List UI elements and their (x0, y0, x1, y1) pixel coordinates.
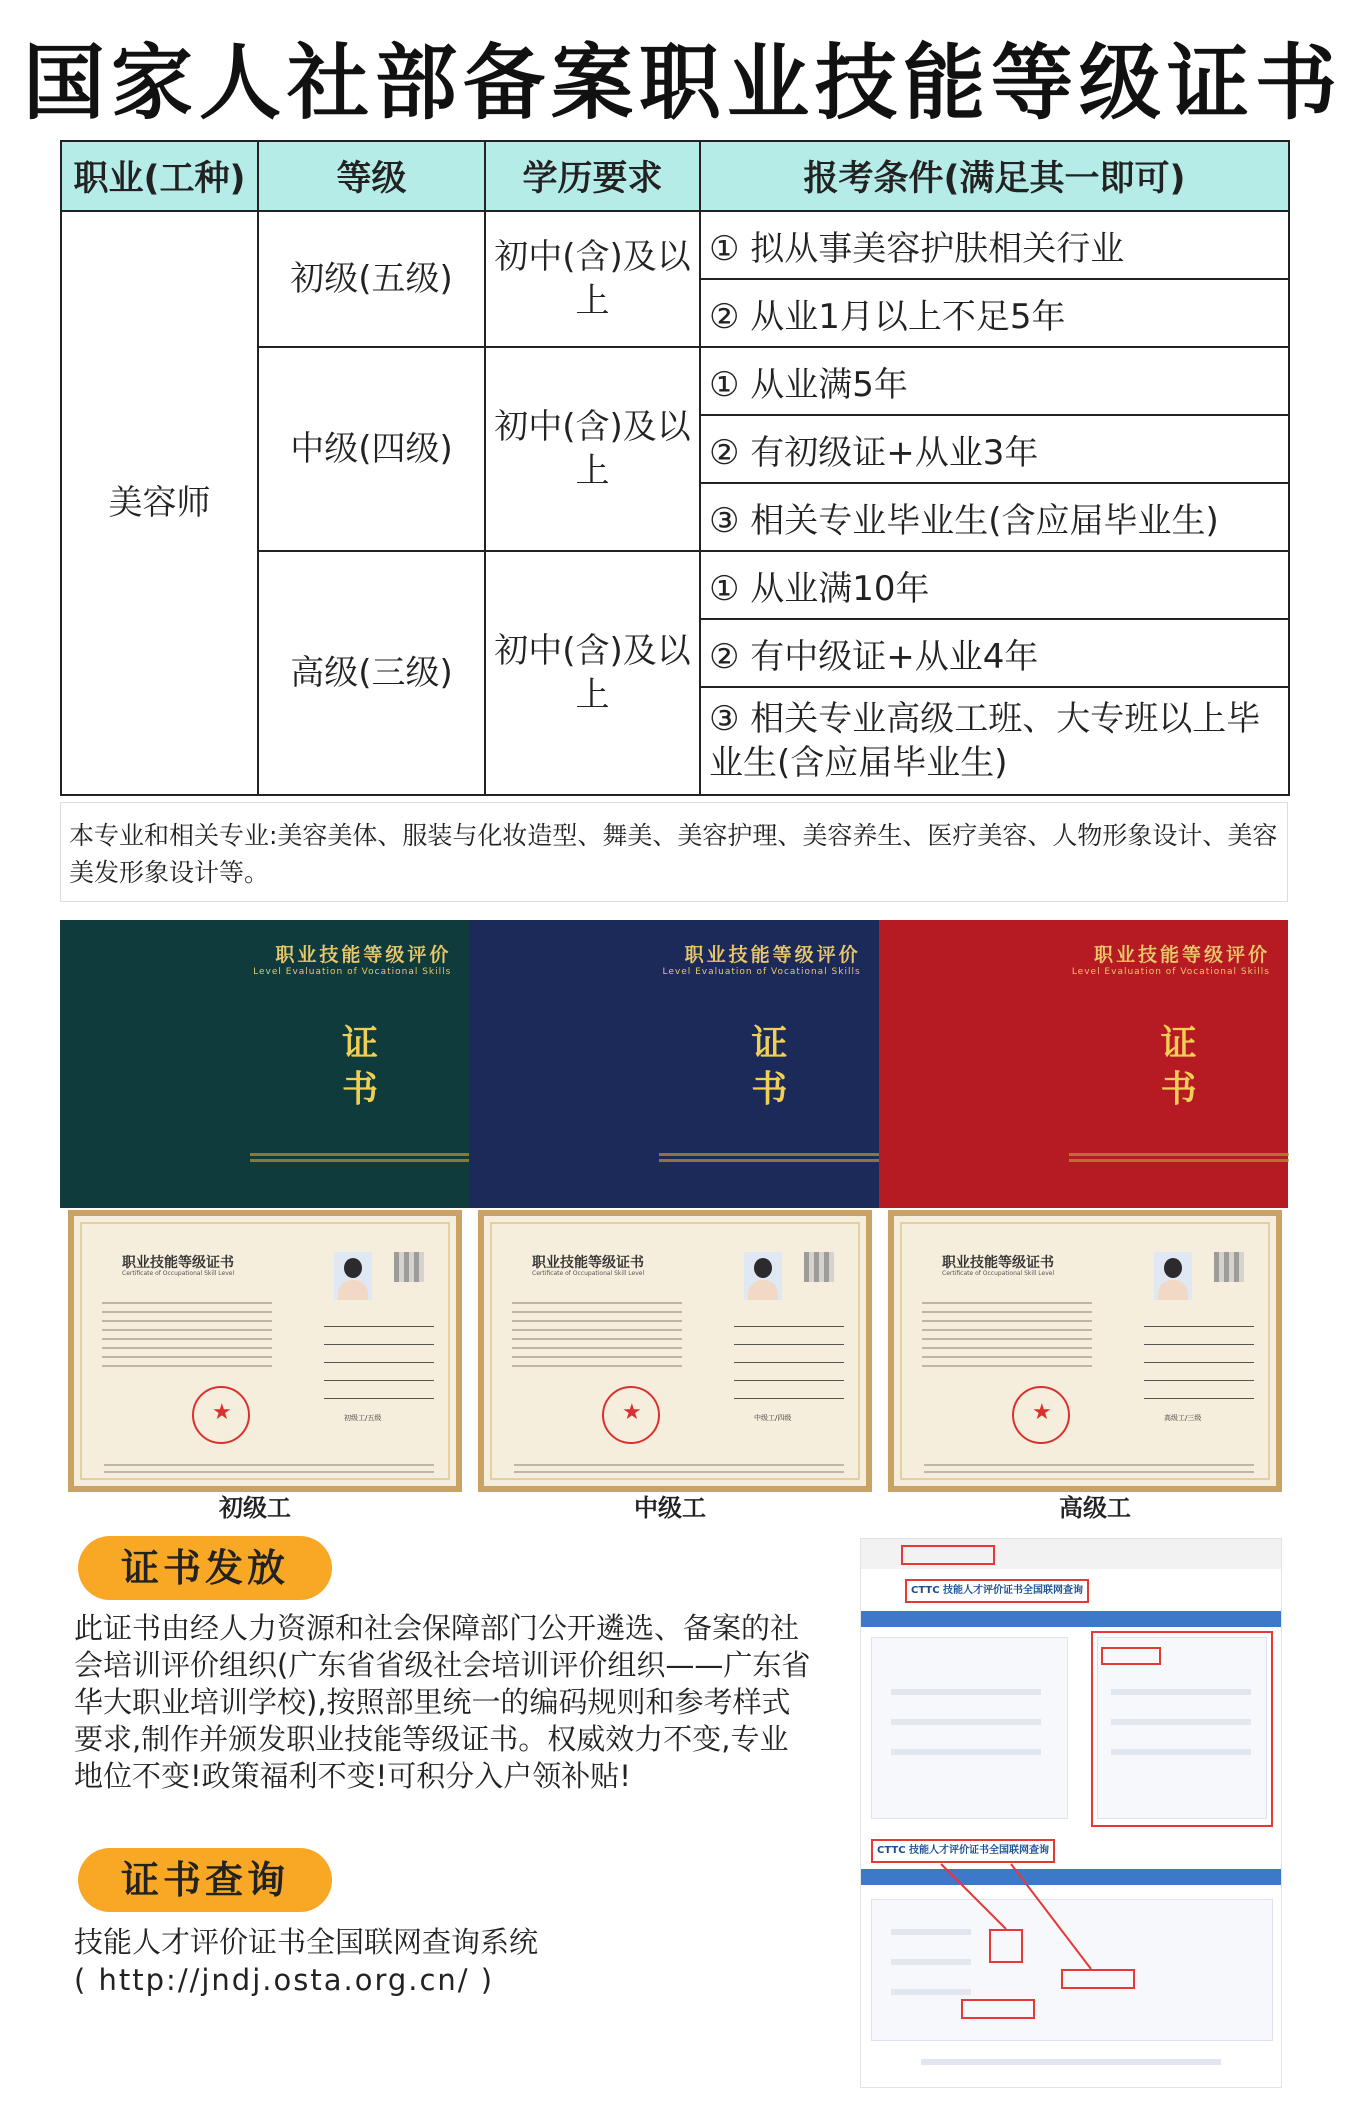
cover-blue (469, 920, 878, 1208)
cover-title-en: Level Evaluation of Vocational Skills (253, 967, 452, 977)
cert-level: 初级工/五级 (344, 1414, 382, 1422)
education-cell: 初中(含)及以上 (485, 347, 700, 551)
issue-text: 此证书由经人力资源和社会保障部门公开遴选、备案的社会培训评价组织(广东省省级社会培训评价组织——广东省华大职业培训学校),按照部里统一的编码规则和参考样式要求,制作并颁发职业技能等级证书。权威效力不变,专业地位不变!政策福利不变!可积分入户领补贴! (74, 1611, 811, 1793)
cover-title-zh: 职业技能等级评价 (275, 944, 452, 966)
site-logo: CTTC 技能人才评价证书全国联网查询 (905, 1579, 1089, 1603)
cover-title-zh: 职业技能等级评价 (684, 944, 861, 966)
cover-green (60, 920, 469, 1208)
education-cell: 初中(含)及以上 (485, 551, 700, 795)
cover-char: 证 (1160, 1022, 1197, 1064)
cert-subheading: Certificate of Occupational Skill Level (532, 1270, 645, 1277)
cover-char: 证 (341, 1022, 378, 1064)
site-logo: CTTC 技能人才评价证书全国联网查询 (871, 1839, 1055, 1863)
header-occupation: 职业(工种) (61, 141, 258, 211)
cert-subheading: Certificate of Occupational Skill Level (942, 1270, 1055, 1277)
cert-fields (284, 1326, 434, 1416)
cover-issuer-lines (1069, 1150, 1289, 1166)
header-conditions: 报考条件(满足其一即可) (700, 141, 1289, 211)
cert-heading: 职业技能等级证书 (942, 1255, 1054, 1271)
qr-code-icon (394, 1252, 424, 1282)
condition-cell: ① 拟从事美容护肤相关行业 (700, 211, 1289, 279)
cover-title-en: Level Evaluation of Vocational Skills (662, 967, 861, 977)
header-level: 等级 (258, 141, 485, 211)
cover-issuer-lines (250, 1150, 470, 1166)
level-cell: 初级(五级) (258, 211, 485, 347)
certificate-intermediate (478, 1210, 872, 1492)
condition-cell: ① 从业满5年 (700, 347, 1289, 415)
header-education: 学历要求 (485, 141, 700, 211)
certificate-senior (888, 1210, 1282, 1492)
portrait-photo (1154, 1252, 1192, 1300)
cover-char: 书 (751, 1068, 788, 1110)
level-cell: 高级(三级) (258, 551, 485, 795)
education-cell: 初中(含)及以上 (485, 211, 700, 347)
requirements-table (60, 140, 1290, 796)
cover-char: 书 (1160, 1068, 1197, 1110)
query-website-screenshot (860, 1538, 1282, 2088)
cover-issuer-lines (659, 1150, 879, 1166)
condition-cell: ② 有中级证+从业4年 (700, 619, 1289, 687)
cert-heading: 职业技能等级证书 (532, 1255, 644, 1271)
condition-cell: ② 从业1月以上不足5年 (700, 279, 1289, 347)
red-seal-icon: ★ (602, 1386, 660, 1444)
table-row (61, 211, 1289, 279)
highlight-arrows (861, 1539, 1281, 2087)
cover-char: 书 (341, 1068, 378, 1110)
cert-level: 中级工/四级 (754, 1414, 792, 1422)
cert-subheading: Certificate of Occupational Skill Level (122, 1270, 235, 1277)
cover-title-zh: 职业技能等级评价 (1093, 944, 1270, 966)
query-url[interactable]: ( http://jndj.osta.org.cn/ ) (74, 1963, 495, 1997)
cert-footer (514, 1464, 844, 1478)
occupation-cell: 美容师 (61, 211, 258, 795)
cert-footer (924, 1464, 1254, 1478)
caption-intermediate: 中级工 (634, 1494, 706, 1522)
cover-big-text (330, 1020, 390, 1112)
cert-body-text (922, 1302, 1092, 1374)
cover-title (662, 940, 860, 977)
table-header-row (61, 141, 1289, 211)
cert-body-text (512, 1302, 682, 1374)
portrait-photo (744, 1252, 782, 1300)
condition-cell: ③ 相关专业高级工班、大专班以上毕业生(含应届毕业生) (700, 687, 1289, 795)
red-seal-icon: ★ (1012, 1386, 1070, 1444)
cover-big-text (1149, 1020, 1209, 1112)
related-majors-note: 本专业和相关专业:美容美体、服装与化妆造型、舞美、美容护理、美容养生、医疗美容、人物形象设计、美容美发形象设计等。 (60, 802, 1288, 902)
cover-title-en: Level Evaluation of Vocational Skills (1071, 967, 1270, 977)
cover-char: 证 (751, 1022, 788, 1064)
certificate-covers (60, 920, 1288, 1208)
cover-title (253, 940, 451, 977)
cert-body-text (102, 1302, 272, 1374)
qr-code-icon (1214, 1252, 1244, 1282)
cover-title (1072, 940, 1270, 977)
condition-cell: ② 有初级证+从业3年 (700, 415, 1289, 483)
condition-cell: ③ 相关专业毕业生(含应届毕业生) (700, 483, 1289, 551)
portrait-photo (334, 1252, 372, 1300)
caption-senior: 高级工 (1059, 1494, 1131, 1522)
certificate-junior (68, 1210, 462, 1492)
certificate-samples (68, 1210, 1282, 1492)
cover-red (879, 920, 1288, 1208)
red-seal-icon: ★ (192, 1386, 250, 1444)
qr-code-icon (804, 1252, 834, 1282)
cover-big-text (739, 1020, 799, 1112)
level-cell: 中级(四级) (258, 347, 485, 551)
query-label: 证书查询 (78, 1848, 332, 1912)
caption-junior: 初级工 (219, 1494, 291, 1522)
cert-level: 高级工/三级 (1164, 1414, 1202, 1422)
cert-fields (1104, 1326, 1254, 1416)
query-system-name: 技能人才评价证书全国联网查询系统 (74, 1925, 539, 1959)
condition-cell: ① 从业满10年 (700, 551, 1289, 619)
page-title: 国家人社部备案职业技能等级证书 (22, 36, 1343, 131)
cert-footer (104, 1464, 434, 1478)
cert-fields (694, 1326, 844, 1416)
issue-label: 证书发放 (78, 1536, 332, 1600)
cert-heading: 职业技能等级证书 (122, 1255, 234, 1271)
